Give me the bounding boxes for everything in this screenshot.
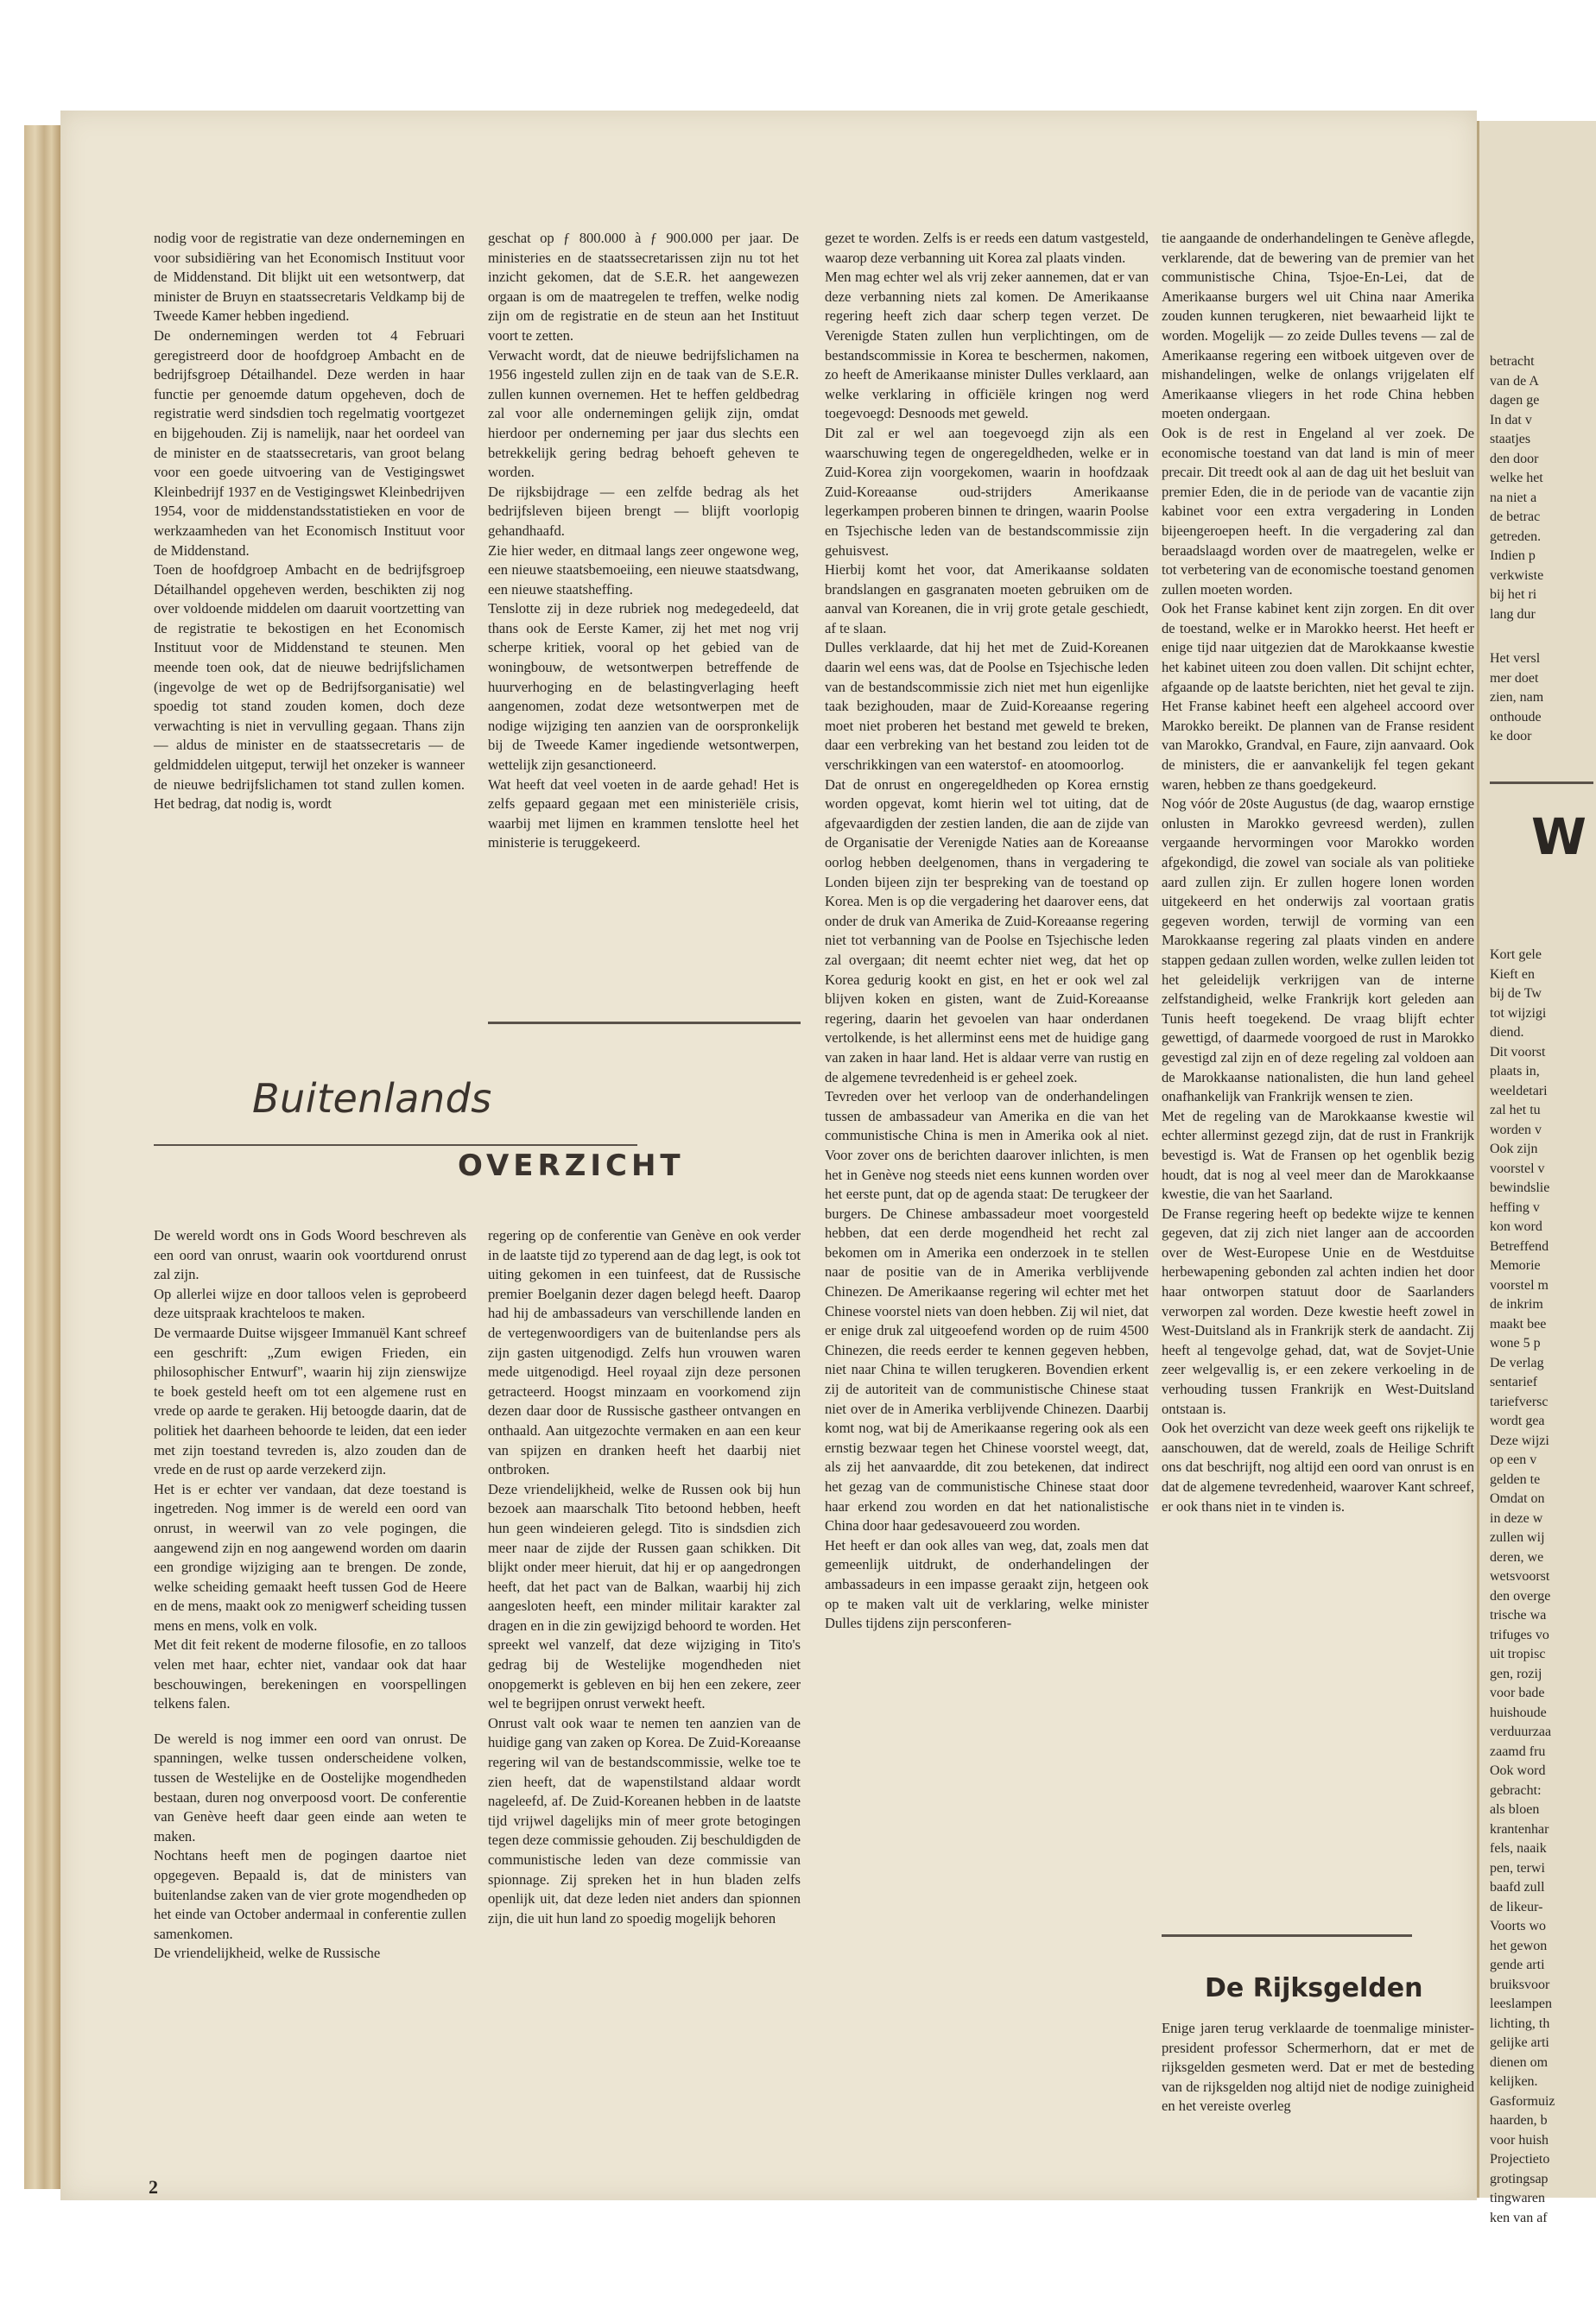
paragraph: Dit zal er wel aan toegevoegd zijn als een waarschuwing tegen de ongeregeldheden, welke er in Zuid-Korea zijn voorgekomen, waarin in hoofdzaak Zuid-Koreaanse oud-strijders Amerikaanse legerkampen proberen binnen te dringen, waarin Poolse en Tsjechische leden van de bestandscommissie zijn gehuisvest. xyxy=(825,424,1149,559)
adjacent-page-line: Indien p xyxy=(1490,548,1536,563)
paragraph: Hierbij komt het voor, dat Amerikaanse soldaten brandslangen en gasgranaten moeten gebruiken om de aanval van Koreanen, die in vrij grote getale geschiedt, af te slaan. xyxy=(825,561,1149,636)
paragraph: Ook het Franse kabinet kent zijn zorgen. En dit over de toestand, welke er in Marokko heerst. Het heeft er enige tijd naar uitgezien dat de Marokkaanse kwestie het kabinet uiteen zou doen vallen. Dit schijnt echter, afgaande op de laatste berichten, niet het geval te zijn. Het Franse kabinet heeft een algeheel accoord over Marokko bereikt. De plannen van de Franse resident van Marokko, Grandval, en Faure, zijn aanvaard. Ook de ministers, die er aanvankelijk fel tegen gekant waren, hebben ze thans goedgekeurd. xyxy=(1162,600,1474,793)
adjacent-page-line: gelijke arti xyxy=(1490,2035,1549,2050)
section-divider xyxy=(1490,781,1593,784)
adjacent-page-line: wone 5 p xyxy=(1490,1336,1541,1351)
top-column-3 xyxy=(825,229,1149,1634)
paragraph: Dat de onrust en ongeregeldheden op Korea ernstig worden opgevat, komt hierin wel tot uiting, dat de afgevaardigden der zestien landen, die aan de zijde van de Organisatie der Verenigde Naties aan de Koreaanse oorlog hebben deelgenomen, thans in vergadering te Londen bijeen zijn ter bespreking van de toestand op Korea. Men is op die vergadering het daarover eens, dat onder de druk van Amerika de Zuid-Koreaanse regering niet tot verbanning van de Poolse en Tsjechische leden zal overgaan; dit neemt echter niet weg, dat het op Korea gedurig kookt en gist, en het er ook wel zal blijven koken en gisten, want de Zuid-Koreaanse regering, daarin het gevoelen van haar onderdanen vertolkende, is het allerminst eens met de huidige gang van zaken in haar land. Het is aldaar verre van rustig en de algemene tevredenheid is er geheel zoek. xyxy=(825,775,1149,1085)
adjacent-page-line: plaats in, xyxy=(1490,1064,1540,1079)
paragraph: De vermaarde Duitse wijsgeer Immanuël Kant schreef een geschrift: „Zum ewigen Frieden, ein philosophischer Entwurf", waarin hij zijn zienswijze te boek gesteld heeft om tot een algemene rust en vrede op aarde te geraken. Hij betoogde daarin, dat de politiek het daarheen behoorde te leiden, dat een ieder met zijn toestand tevreden is, alzo zouden dan de vrede en de rust op aarde verzekerd zijn. xyxy=(154,1324,466,1478)
adjacent-page-line: maakt bee xyxy=(1490,1316,1547,1332)
adjacent-page-line: zal het tu xyxy=(1490,1103,1541,1117)
top-column-1 xyxy=(154,229,465,814)
adjacent-page-line: Kort gele xyxy=(1490,947,1542,962)
adjacent-page-line: kelijken. xyxy=(1490,2074,1538,2089)
page-number: 2 xyxy=(149,2176,158,2198)
adjacent-page-line: Memorie xyxy=(1490,1258,1541,1273)
adjacent-page-line: Betreffend xyxy=(1490,1238,1549,1254)
adjacent-page-line: wordt gea xyxy=(1490,1414,1545,1428)
paragraph: tie aangaande de onderhandelingen te Genève aflegde, verklarende, dat de bewering van de premier van het communistische China, Tsjoe-En-Lei, dat de Amerikaanse burgers wel uit China naar Amerika zouden kunnen terugkeren, niet bewaarheid lijkt te worden. Mogelijk — zo zeide Dulles tevens — zal de Amerikaanse regering een witboek uitgeven over de mishandelingen, welke de onlangs vrijgelaten elf Amerikaanse vliegers in het rode China hebben moeten ondergaan. xyxy=(1162,230,1474,422)
adjacent-page-line: trische wa xyxy=(1490,1608,1547,1623)
paragraph: De rijksbijdrage — een zelfde bedrag als het bedrijfsleven bijeen brengt — blijft voorlopig gehandhaafd. xyxy=(488,483,799,539)
adjacent-page-line: dagen ge xyxy=(1490,393,1540,408)
adjacent-page-line: grotingsap xyxy=(1490,2171,1548,2186)
adjacent-page-line: krantenhar xyxy=(1490,1821,1549,1837)
adjacent-page-line: pen, terwi xyxy=(1490,1860,1545,1876)
paragraph: De wereld is nog immer een oord van onrust. De spanningen, welke tussen onderscheidene volken, tussen de Westelijke en de Oostelijke mogendheden bestaan, duren nog onverpoosd voort. De conferentie van Genève heeft daar geen einde aan weten te maken. xyxy=(154,1730,466,1845)
paragraph: Onrust valt ook waar te nemen ten aanzien van de huidige gang van zaken op Korea. De Zuid-Koreaanse regering wil van de bestandscommissie, welke toe te zien heeft, dat de wapenstilstand aldaar wordt nageleefd, af. De Zuid-Koreanen hebben in de laatste tijd vrijwel dagelijks min of meer grote betogingen tegen deze commissie gehouden. Zij beschuldigden de communistische leden van deze commissie van spionnage. Zij spreken het in hun bladen zelfs openlijk uit, dat deze leden niet anders dan spionnen zijn, die uit hun land zo spoedig mogelijk behoren xyxy=(488,1714,801,1927)
adjacent-page-line: wetsvoorst xyxy=(1490,1569,1550,1584)
paragraph: Het is er echter ver vandaan, dat deze toestand is ingetreden. Nog immer is de wereld een oord van onrust, in weerwil van zo vele pogingen, die aangewend zijn en nog aangewend worden om daarin een grondige wijziging aan te brengen. De zonde, welke scheiding gemaakt heeft tussen God de Heere en de mens, maakt ook zo menigwerf scheiding tussen mens en mens, volk en volk. xyxy=(154,1480,466,1634)
adjacent-page-line: gebracht: xyxy=(1490,1782,1542,1798)
adjacent-page-line: ken van af xyxy=(1490,2210,1548,2225)
paragraph: Het heeft er dan ook alles van weg, dat, zoals men dat gemeenlijk uitdrukt, de onderhandelingen der ambassadeurs in een impasse geraakt zijn, hetgeen ook op te maken valt uit de verklaring, welke minister Dulles tijdens zijn persconferen- xyxy=(825,1536,1149,1632)
paragraph: De ondernemingen werden tot 4 Februari geregistreerd door de hoofdgroep Ambacht en de bedrijfsgroep Détailhandel. Deze werden in haar functie per genoemde datum opgeheven, doch de registratie werd sindsdien toch regelmatig voortgezet en bijgehouden. Zij is namelijk, naar het oordeel van de minister en de staatssecretaris, van groot belang voor een goede uitvoering van de Vestigingswet Kleinbedrijf 1937 en de Vestigingswet Kleinbedrijven 1954, voor de middenstandsstatistieken en voor de werkzaamheden van het Economisch Instituut voor de Middenstand. xyxy=(154,326,465,559)
paragraph: Nochtans heeft men de pogingen daartoe niet opgegeven. Bepaald is, dat de ministers van buitenlandse zaken van de vier grote mogendheden op het einde van October andermaal in conferentie zullen samenkomen. xyxy=(154,1847,466,1942)
paragraph: Ook het overzicht van deze week geeft ons rijkelijk te aanschouwen, dat de wereld, zoals de Heilige Schrift ons dat beschrijft, nog altijd een oord van onrust is en dat de algemene tevredenheid, waarover Kant schreef, er ook thans niet in te vinden is. xyxy=(1162,1420,1474,1515)
adjacent-page-line: heffing v xyxy=(1490,1199,1540,1215)
rijksgelden-column xyxy=(1162,2019,1474,2117)
adjacent-page-line: baafd zull xyxy=(1490,1880,1545,1895)
adjacent-page-line: het gewon xyxy=(1490,1938,1548,1953)
adjacent-page-line: op een v xyxy=(1490,1452,1537,1467)
section-heading-rijksgelden: De Rijksgelden xyxy=(1205,1973,1423,2003)
adjacent-page-line: lichting, th xyxy=(1490,2015,1550,2031)
adjacent-page-line: bruiksvoor xyxy=(1490,1977,1550,1992)
paragraph: Verwacht wordt, dat de nieuwe bedrijfslichamen na 1956 ingesteld zullen zijn en de taak van de S.E.R. zullen kunnen overnemen. Het te heffen geldbedrag zal voor alle ondernemingen gelijk zijn, omdat hierdoor per onderneming per jaar dus slechts een betrekkelijk gering bedrag behoeft geheven te worden. xyxy=(488,346,799,481)
paragraph: Deze vriendelijkheid, welke de Russen ook bij hun bezoek aan maarschalk Tito betoond hebben, heeft hun geen windeieren gelegd. Tito is sindsdien zich meer naar de zijde der Russen gaan schikken. Dit blijkt onder meer hieruit, dat hij er op aangedrongen heeft, dat het pact van de Balkan, waarbij hij zich aangesloten heeft, een minder militair karakter zal dragen en in die zin gewijzigd behoord te worden. Het spreekt wel vanzelf, dat deze wijziging in Tito's gedrag bij de Westelijke mogendheden niet onopgemerkt is gebleven en bij hen een zekere, zeer wel te begrijpen onrust verwekt heeft. xyxy=(488,1480,801,1712)
adjacent-page-line: verduurzaa xyxy=(1490,1724,1552,1739)
adjacent-page-line: leeslampen xyxy=(1490,1996,1552,2011)
adjacent-page-line: zien, nam xyxy=(1490,690,1544,705)
adjacent-page-line: mer doet xyxy=(1490,670,1539,686)
adjacent-page-line: voorstel v xyxy=(1490,1161,1545,1176)
adjacent-page-line: zullen wij xyxy=(1490,1530,1545,1545)
adjacent-page-line: bij de Tw xyxy=(1490,986,1542,1001)
adjacent-page-line: ke door xyxy=(1490,729,1532,744)
adjacent-page-line: Voorts wo xyxy=(1490,1919,1547,1933)
adjacent-page-line: bewindslie xyxy=(1490,1180,1550,1195)
paragraph: Toen de hoofdgroep Ambacht en de bedrijfsgroep Détailhandel opgeheven werden, beschikten zij nog over voldoende middelen om daaruit voortzetting van de registratie te bekostigen en het Economisch Instituut voor de Middenstand te steunen. Men meende toen ook, dat de nieuwe bedrijfslichamen (ingevolge de wet op de Bedrijfsorganisatie) wel spoedig tot stand zouden komen, doch deze verwachting is niet in vervulling gegaan. Thans zijn — aldus de minister en de staatssecretaris — de geldmiddelen uitgeput, terwijl het onzeker is wanneer de nieuwe bedrijfslichamen tot stand zullen komen. Het bedrag, dat nodig is, wordt xyxy=(154,561,465,813)
paragraph: Tenslotte zij in deze rubriek nog medegedeeld, dat thans ook de Eerste Kamer, zij het met nog vrij scherpe kritiek, vooral op het gebied van de woningbouw, de wetsontwerpen betreffende de huurverhoging en de belastingverlaging heeft aangenomen, zodat deze wetsontwerpen met de nodige wijziging ten aanzien van de oorspronkelijk bij de Tweede Kamer ingediende wetsontwerpen, wettelijk zijn gesanctioneerd. xyxy=(488,600,799,774)
adjacent-page-line: haarden, b xyxy=(1490,2113,1548,2128)
adjacent-heading-letter: W xyxy=(1531,807,1586,866)
adjacent-page-line: Kieft en xyxy=(1490,966,1535,982)
adjacent-page-line: na niet a xyxy=(1490,490,1537,505)
adjacent-page-line: Dit voorst xyxy=(1490,1044,1546,1060)
paragraph: geschat op ƒ 800.000 à ƒ 900.000 per jaar. De ministeries en de staatssecretarissen zijn nu tot het inzicht gekomen, dat de S.E.R. het aangewezen orgaan is om de maatregelen te treffen, welke nodig zijn om de registratie en de steun aan het Instituut voort te zetten. xyxy=(488,230,799,344)
adjacent-page-line: tingwaren xyxy=(1490,2191,1545,2205)
paragraph: De wereld wordt ons in Gods Woord beschreven als een oord van onrust, waarin ook voortdurend onrust zal zijn. xyxy=(154,1227,466,1283)
adjacent-page-line: Het versl xyxy=(1490,651,1541,666)
paragraph: gezet te worden. Zelfs is er reeds een datum vastgesteld, waarop deze verbanning uit Korea zal plaats vinden. xyxy=(825,230,1149,266)
adjacent-page-line: trifuges vo xyxy=(1490,1627,1549,1642)
adjacent-page-line: gen, rozij xyxy=(1490,1666,1542,1681)
paragraph: Op allerlei wijze en door talloos velen is geprobeerd deze uitspraak krachteloos te maken. xyxy=(154,1285,466,1322)
adjacent-page-line: De verlag xyxy=(1490,1355,1544,1370)
adjacent-page-line: onthoude xyxy=(1490,709,1542,725)
adjacent-page-text xyxy=(1490,649,1593,747)
adjacent-page-line: In dat v xyxy=(1490,412,1532,427)
adjacent-page-line: staatjes xyxy=(1490,432,1531,446)
top-column-4 xyxy=(1162,229,1474,1516)
adjacent-page-text xyxy=(1490,946,1593,2228)
adjacent-page-line: tot wijzigi xyxy=(1490,1005,1547,1021)
adjacent-page-line: fels, naaik xyxy=(1490,1841,1547,1856)
book-gutter-edge xyxy=(24,125,60,2189)
section-heading-buitenlands: Buitenlands xyxy=(252,1075,492,1122)
paragraph: Men mag echter wel als vrij zeker aannemen, dat er van deze verbanning niets zal komen. De Amerikaanse regering heeft zich daar scherp tegen verzet. De Verenigde Staten zullen hun verplichtingen, om de bestandscommissie in Korea te beschermen, nakomen, zo heeft de Amerikaanse minister Dulles verklaard, aan welke verklaring in officiële kringen nog werd toegevoegd: Desnoods met geweld. xyxy=(825,269,1149,422)
paragraph: Wat heeft dat veel voeten in de aarde gehad! Het is zelfs gepaard gegaan met een ministeriële crisis, waarbij met lijmen en krammen tenslotte heel het ministerie is teruggekeerd. xyxy=(488,775,799,851)
adjacent-page-line: de betrac xyxy=(1490,509,1541,524)
adjacent-page-line: betracht xyxy=(1490,354,1535,369)
adjacent-page-line: de likeur- xyxy=(1490,1899,1543,1914)
paragraph: Zie hier weder, en ditmaal langs zeer ongewone weg, een nieuwe staatsbemoeiing, een nieuwe staatsdwang, een nieuwe staatsheffing. xyxy=(488,541,799,598)
paragraph: De vriendelijkheid, welke de Russische xyxy=(154,1945,381,1962)
top-column-2 xyxy=(488,229,799,853)
adjacent-page-line: Projectieto xyxy=(1490,2152,1550,2167)
adjacent-page-line: welke het xyxy=(1490,471,1543,485)
adjacent-page-line: bij het ri xyxy=(1490,587,1537,602)
adjacent-page-line: Deze wijzi xyxy=(1490,1433,1549,1448)
adjacent-page-line: Ook word xyxy=(1490,1763,1546,1778)
bottom-column-1 xyxy=(154,1226,466,1964)
paragraph: De Franse regering heeft op bedekte wijze te kennen gegeven, dat zij zich niet langer aan de accoorden over de West-Europese Unie en de Westduitse herbewapening gebonden zal achten indien het door haar ontworpen statuut door de Saarlanders verworpen zal worden. Deze kwestie heeft zowel in West-Duitsland als in Frankrijk sterk de aandacht. Zij heeft al tengevolge gehad, dat, wat de Sovjet-Unie zeer welgevallig is, er een zekere verkoeling in de verhouding tussen Frankrijk en West-Duitsland ontstaan is. xyxy=(1162,1205,1474,1417)
adjacent-page-line: de inkrim xyxy=(1490,1297,1543,1312)
bottom-column-2 xyxy=(488,1226,801,1928)
adjacent-page-line: verkwiste xyxy=(1490,567,1544,583)
heading-underline xyxy=(154,1144,637,1146)
adjacent-page-line: worden v xyxy=(1490,1122,1542,1137)
adjacent-page-line: sentarief xyxy=(1490,1375,1538,1389)
paragraph: Enige jaren terug verklaarde de toenmalige minister-president professor Schermerhorn, dat er met de rijksgelden gesmeten werd. Dat er met de besteding van de rijksgelden nog altijd niet de nodige zuinigheid en het vereiste overleg xyxy=(1162,2020,1474,2115)
adjacent-page-line: den overge xyxy=(1490,1588,1551,1604)
adjacent-page-line: gelden te xyxy=(1490,1471,1541,1487)
adjacent-page-line: huishoude xyxy=(1490,1705,1547,1720)
adjacent-page-line: Gasformuiz xyxy=(1490,2093,1555,2109)
section-heading-overzicht: OVERZICHT xyxy=(458,1148,685,1183)
adjacent-page-line: Omdat on xyxy=(1490,1491,1545,1506)
adjacent-page-line: weeldetari xyxy=(1490,1083,1548,1098)
adjacent-page xyxy=(1477,121,1596,2225)
section-divider xyxy=(1162,1934,1412,1937)
adjacent-page-line: Ook zijn xyxy=(1490,1142,1538,1156)
paragraph: Met de regeling van de Marokkaanse kwestie wil echter allerminst gezegd zijn, dat de rust in Frankrijk bevestigd is. Wat de Fransen op het ogenblik bezig houdt, dat is nog al veel meer dan de Marokkaanse kwestie, die van het Saarland. xyxy=(1162,1107,1474,1203)
paragraph: Nog vóór de 20ste Augustus (de dag, waarop ernstige onlusten in Marokko gevreesd werden), zullen vergaande hervormingen voor Marokko worden afgekondigd, die zowel van sociale als van politieke aard zullen zijn. Er zullen hogere lonen worden uitgekeerd en het onderwijs zal voortaan gratis gegeven worden, terwijl de vorming van een Marokkaanse regering zal plaats vinden en andere stappen gedaan zullen worden, welke zullen leiden tot het geleidelijk verkrijgen van de interne zelfstandigheid, welke Frankrijk kort geleden aan Tunis heeft toegekend. De vraag blijft echter gewettigd, of daarmede voorgoed de rust in Marokko gevestigd zal zijn en of deze regeling zal voldoen aan de Marokkaanse nationalisten, die hun land geheel onafhankelijk van Frankrijk wensen te zien. xyxy=(1162,795,1474,1105)
adjacent-page-line: kon word xyxy=(1490,1219,1542,1234)
adjacent-page-line: uit tropisc xyxy=(1490,1647,1546,1661)
section-divider xyxy=(488,1022,801,1024)
adjacent-page-line: als bloen xyxy=(1490,1802,1540,1817)
adjacent-page-line: van de A xyxy=(1490,373,1539,389)
adjacent-page-line: getreden. xyxy=(1490,528,1542,544)
adjacent-page-line: lang dur xyxy=(1490,606,1536,622)
paragraph: nodig voor de registratie van deze ondernemingen en voor subsidiëring van het Economisch Instituut voor de Middenstand. Dit blijkt uit een wetsontwerp, dat minister de Bruyn en staatssecretaris Veldkamp bij de Tweede Kamer hebben ingediend. xyxy=(154,230,465,325)
paragraph: Met dit feit rekent de moderne filosofie, en zo talloos velen met haar, echter niet, vandaar ook dat haar beschouwingen, berekeningen en voorspellingen telkens falen. xyxy=(154,1636,466,1712)
adjacent-page-line: voor bade xyxy=(1490,1686,1545,1700)
adjacent-page-line: diend. xyxy=(1490,1025,1524,1040)
adjacent-page-line: in deze w xyxy=(1490,1510,1543,1526)
adjacent-page-line: tariefversc xyxy=(1490,1394,1548,1409)
adjacent-page-line: deren, we xyxy=(1490,1549,1544,1565)
adjacent-page-line: zaamd fru xyxy=(1490,1743,1546,1759)
adjacent-page-line: den door xyxy=(1490,451,1539,466)
adjacent-page-line: dienen om xyxy=(1490,2054,1548,2070)
adjacent-page-line: gende arti xyxy=(1490,1958,1545,1972)
paragraph: Tevreden over het verloop van de onderhandelingen tussen de ambassadeur van Amerika en die van het communistische China is men in Amerika ook al niet. Voor zover ons de berichten daarover inlichten, is men het in Genève nog steeds niet eens kunnen worden over het eerste punt, dat op de agenda staat: De terugkeer der burgers. De Chinese ambassadeur moet voorgesteld hebben, dat een derde mogendheid het recht zal bekomen om in Amerika een onderzoek in te stellen naar de positie van de in Amerika verblijvende Chinezen. De Amerikaanse regering wil echter met het Chinese voorstel niets van doen hebben. Zij wil niet, dat er enige druk zal uitgeoefend worden op de ruim 4500 Chinezen, die reeds eerder te kennen gegeven hebben, niet naar China te willen terugkeren. Bovendien erkent zij de autoriteit van de communistische Chinese staat niet over de in Amerika verblijvende Chinezen. Daarbij komt nog, wat bij de Amerikaanse regering ook als een ernstig bezwaar tegen het Chinese voorstel weegt, dat, als zij het aanvaardde, dit zou betekenen, dat indirect het gezag van de communistische Chinese staat door haar erkend zou worden en dat het nationalistische China door haar gedesavoueerd zou worden. xyxy=(825,1088,1149,1534)
paragraph: Ook is de rest in Engeland al ver zoek. De economische toestand van dat land is min of meer precair. Dit treedt ook al aan de dag uit het besluit van premier Eden, die in de periode van de vacantie zijn kabinet voor een extra vergadering in Londen bijeengeroepen heeft. In die vergadering zal dan beraadslaagd worden over de maatregelen, welke er tot verbetering van de economische toestand genomen zullen moeten worden. xyxy=(1162,424,1474,598)
paragraph: regering op de conferentie van Genève en ook verder in de laatste tijd zo typerend aan de dag legt, is ook tot uiting gekomen in een tuinfeest, dat de Russische premier Boelganin dezer dagen belegd heeft. Daarop had hij de ambassadeurs van verschillende landen en de vertegenwoordigers van de buitenlandse pers als zijn gasten uitgenodigd. Zelfs hun vrouwen waren mede uitgenodigd. Heel royaal zijn deze personen getracteerd. Hoogst minzaam en voorkomend zijn dezen daar door de Russische gastheer ontvangen en onthaald. Aan uitgezochte vermaken en aan een keur van spijzen en dranken heeft het daarbij niet ontbroken. xyxy=(488,1227,801,1478)
adjacent-page-line: voor huish xyxy=(1490,2132,1548,2148)
paragraph: Dulles verklaarde, dat hij het met de Zuid-Koreanen daarin wel eens was, dat de Poolse en Tsjechische leden van de bestandscommissie zich niet met hun eigenlijke taak bezighouden, maar de Zuid-Koreaanse regering moet niet proberen het bestand met geweld te breken, daar een verbreking van het bestand zou leiden tot de verschrikkingen van een waterstof- en atoomoorlog. xyxy=(825,639,1149,774)
adjacent-page-text xyxy=(1490,352,1593,624)
adjacent-page-line: voorstel m xyxy=(1490,1277,1548,1293)
